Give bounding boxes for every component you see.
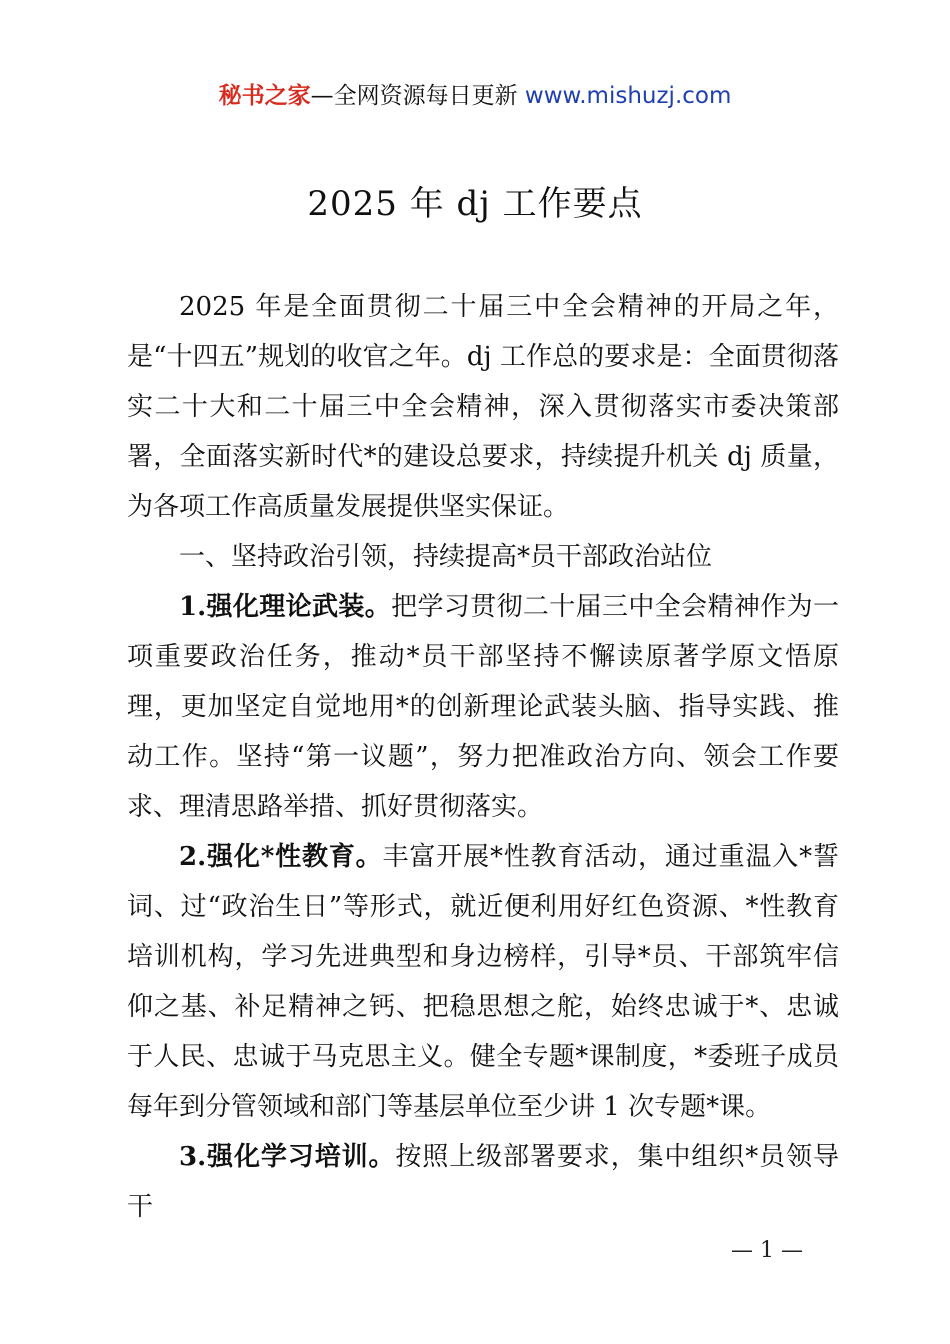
- list-item: [127, 1132, 839, 1232]
- list-item: [127, 832, 839, 1132]
- page-number: — 1 —: [731, 1238, 803, 1263]
- section-heading: 一、坚持政治引领，持续提高*员干部政治站位: [179, 542, 713, 572]
- banner-url-link[interactable]: www.mishuzj.com: [524, 83, 732, 109]
- document-title: 2025 年 dj 工作要点: [307, 184, 643, 224]
- document-body: [127, 282, 839, 1232]
- item-lead: 2.强化*性教育。: [179, 842, 383, 872]
- site-banner: [0, 80, 950, 112]
- list-item: [127, 582, 839, 832]
- item-lead: 1.强化理论武装。: [179, 592, 392, 622]
- intro-paragraph: 2025 年是全面贯彻二十届三中全会精神的开局之年，是“十四五”规划的收官之年。dj 工作总的要求是：全面贯彻落实二十大和二十届三中全会精神，深入贯彻落实市委决策部署，全面落实新时代*的建设总要求，持续提升机关 dj 质量，为各项工作高质量发展提供坚实保证。: [127, 292, 839, 522]
- item-text: 按照上级部署要求，集中组织*员领导干: [127, 1142, 839, 1222]
- item-lead: 3.强化学习培训。: [179, 1142, 396, 1172]
- item-text: 把学习贯彻二十届三中全会精神作为一项重要政治任务，推动*员干部坚持不懈读原著学原文悟原理，更加坚定自觉地用*的创新理论武装头脑、指导实践、推动工作。坚持“第一议题”，努力把准政治方向、领会工作要求、理清思路举措、抓好贯彻落实。: [127, 592, 839, 822]
- banner-brand: 秘书之家: [218, 83, 311, 109]
- item-text: 丰富开展*性教育活动，通过重温入*誓词、过“政治生日”等形式，就近便利用好红色资源、*性教育培训机构，学习先进典型和身边榜样，引导*员、干部筑牢信仰之基、补足精神之钙、把稳思想之舵，始终忠诚于*、忠诚于人民、忠诚于马克思主义。健全专题*课制度，*委班子成员每年到分管领域和部门等基层单位至少讲 1 次专题*课。: [127, 842, 839, 1122]
- banner-slogan: —全网资源每日更新: [310, 83, 525, 109]
